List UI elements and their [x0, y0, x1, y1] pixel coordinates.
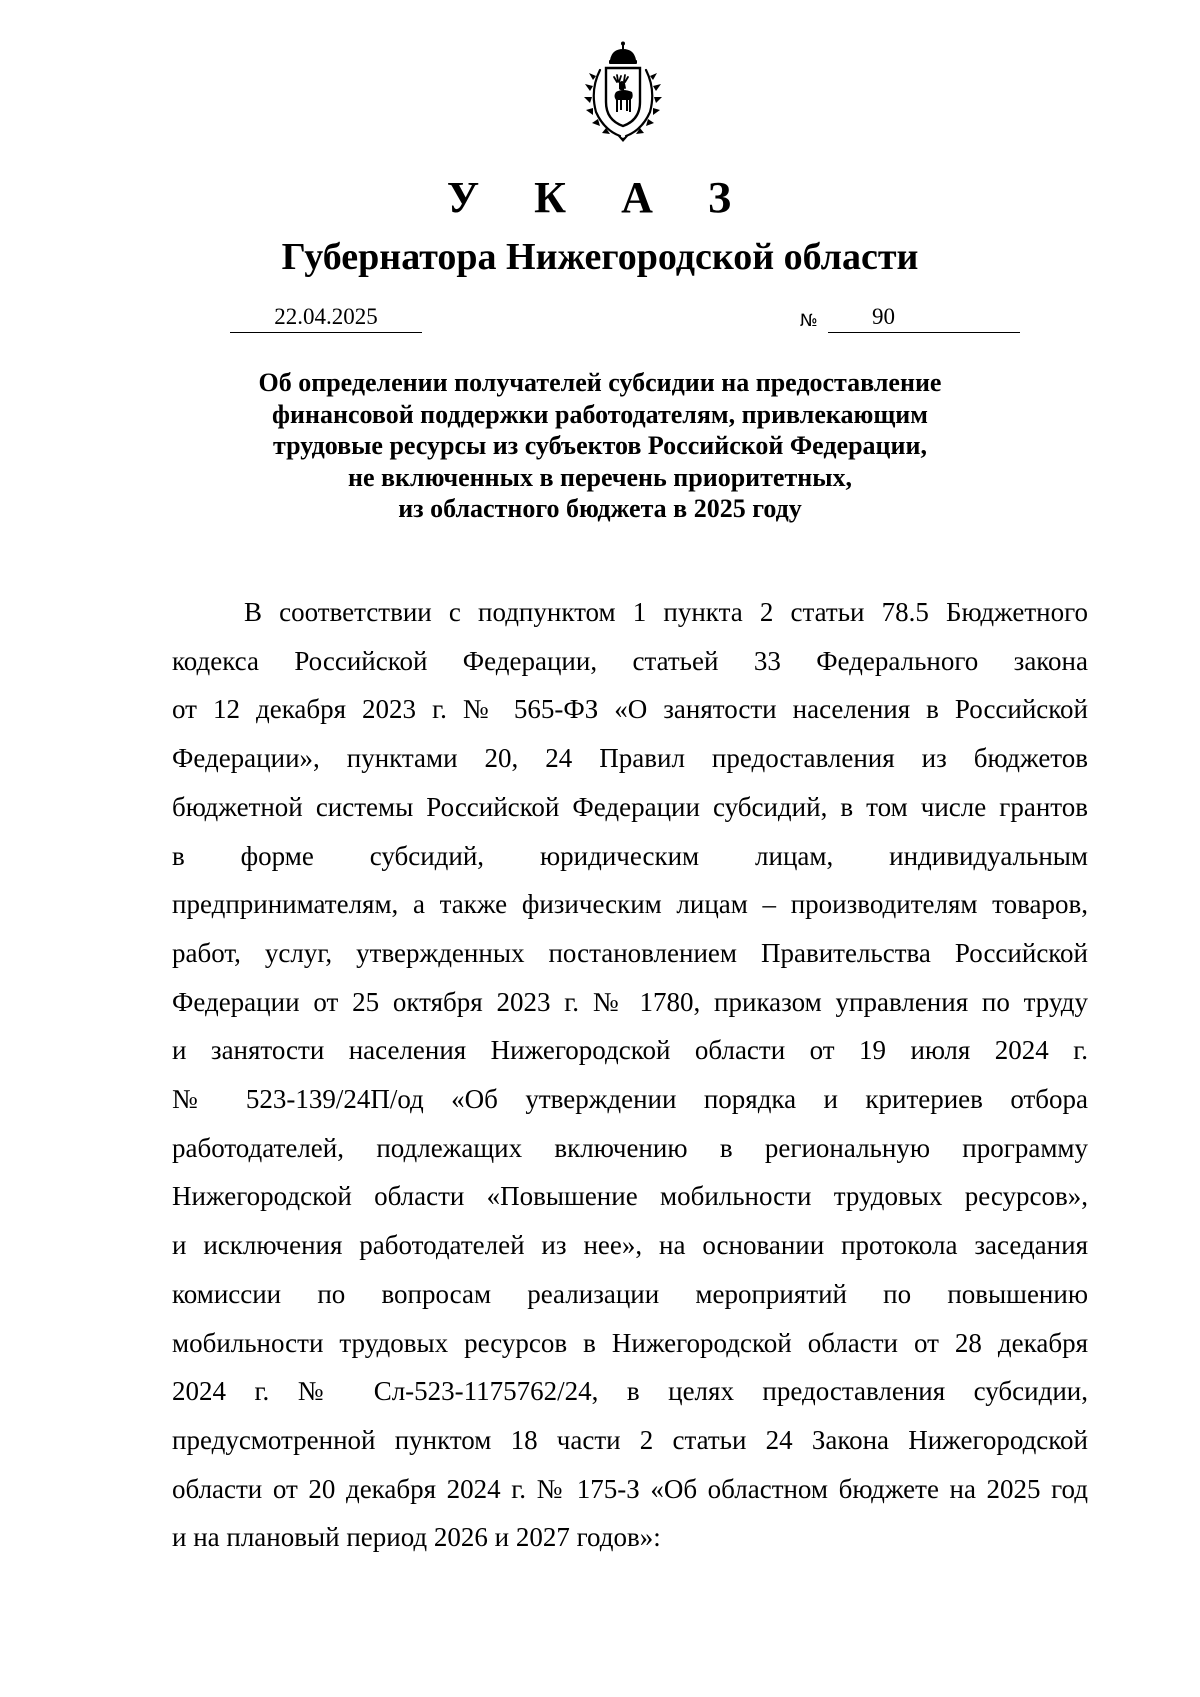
body-line: и на плановый период 2026 и 2027 годов»:: [172, 1522, 661, 1553]
number-label: №: [800, 311, 818, 331]
document-type-heading: У К А З: [446, 173, 754, 222]
body-line: Федерации от 25 октября 2023 г. № 1780, приказом управления по труду: [172, 986, 1088, 1017]
body-line: и занятости населения Нижегородской области от 19 июля 2024 г.: [172, 1035, 1088, 1066]
body-line: и исключения работодателей из нее», на основании протокола заседания: [172, 1230, 1088, 1261]
title-line: трудовые ресурсы из субъектов Российской Федерации,: [273, 431, 927, 460]
body-line: мобильности трудовых ресурсов в Нижегородской области от 28 декабря: [172, 1327, 1088, 1358]
title-line: из областного бюджета в 2025 году: [398, 494, 802, 523]
body-line: № 523-139/24П/од «Об утверждении порядка и критериев отбора: [172, 1084, 1088, 1115]
body-line: работ, услуг, утвержденных постановлением Правительства Российской: [172, 937, 1088, 968]
issuer-heading: Губернатора Нижегородской области: [281, 236, 919, 278]
body-line: Федерации», пунктами 20, 24 Правил предоставления из бюджетов: [172, 743, 1088, 774]
body-line: Нижегородской области «Повышение мобильности трудовых ресурсов»,: [172, 1181, 1088, 1212]
body-paragraph: [172, 588, 1088, 1562]
body-line: области от 20 декабря 2024 г. № 175-З «Об областном бюджете на 2025 год: [172, 1473, 1088, 1504]
coat-of-arms-icon: [570, 40, 676, 146]
document-number: 90: [872, 304, 895, 329]
body-line: предпринимателям, а также физическим лицам – производителям товаров,: [172, 889, 1088, 920]
document-number-field: [828, 302, 1020, 333]
body-line: работодателей, подлежащих включению в региональную программу: [172, 1132, 1088, 1163]
body-line: предусмотренной пунктом 18 части 2 статьи 24 Закона Нижегородской: [172, 1424, 1088, 1455]
title-line: не включенных в перечень приоритетных,: [347, 462, 853, 492]
title-line: Об определении получателей субсидии на предоставление: [258, 368, 942, 397]
title-line: финансовой поддержки работодателям, привлекающим: [272, 399, 928, 429]
body-line: бюджетной системы Российской Федерации субсидий, в том числе грантов: [172, 791, 1088, 822]
body-line: в форме субсидий, юридическим лицам, индивидуальным: [172, 840, 1088, 871]
body-line: 2024 г. № Сл-523-1175762/24, в целях предоставления субсидии,: [172, 1376, 1088, 1407]
body-line: кодекса Российской Федерации, статьей 33 Федерального закона: [172, 645, 1088, 676]
body-line: от 12 декабря 2023 г. № 565-ФЗ «О занятости населения в Российской: [172, 694, 1088, 725]
body-line: комиссии по вопросам реализации мероприятий по повышению: [172, 1278, 1088, 1309]
body-line: В соответствии с подпунктом 1 пункта 2 статьи 78.5 Бюджетного: [244, 597, 1088, 627]
document-date: 22.04.2025: [230, 302, 422, 333]
document-title: [160, 367, 1040, 525]
